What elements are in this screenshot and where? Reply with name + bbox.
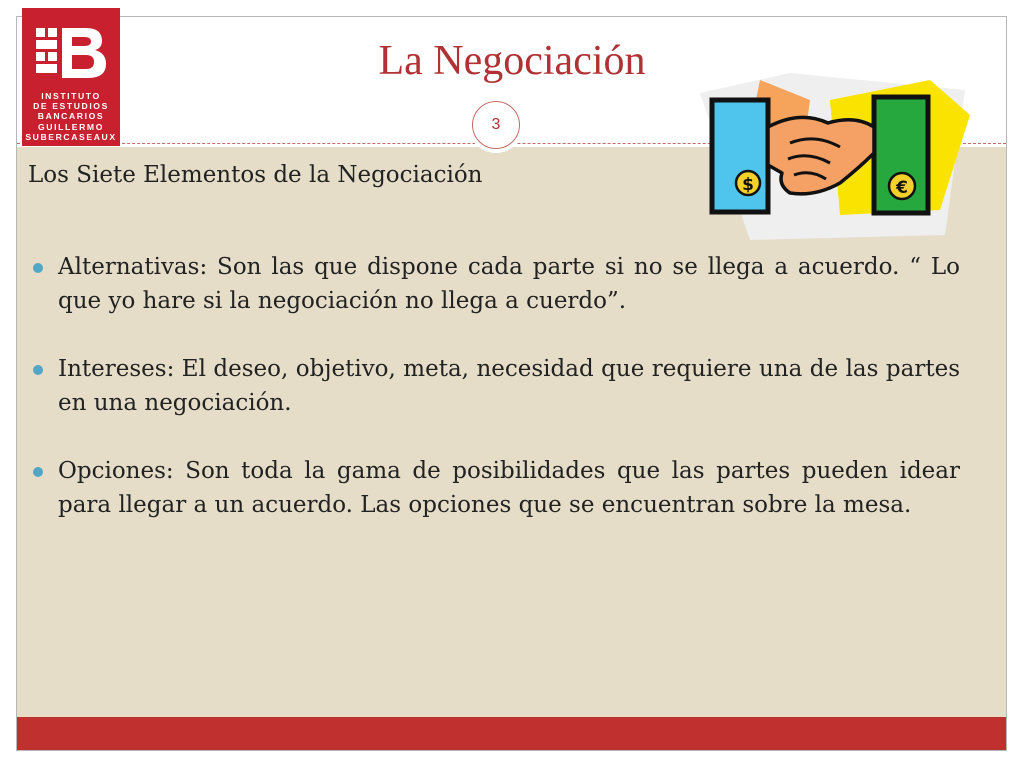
logo-text-line: SUBERCASEAUX — [25, 132, 117, 142]
euro-symbol: € — [896, 178, 908, 198]
slide-title: La Negociación — [378, 38, 646, 84]
list-item — [30, 250, 960, 318]
list-item — [30, 352, 960, 420]
bullet-list — [30, 250, 960, 556]
bullet-text: Alternativas: Son las que dispone cada parte si no se llega a acuerdo. “ Lo que yo hare si la negociación no llega a cuerdo”. — [58, 254, 960, 314]
handshake-money-icon — [690, 55, 980, 255]
logo-text-line: INSTITUTO — [41, 91, 101, 101]
list-item — [30, 454, 960, 522]
page-number-badge: 3 — [472, 101, 520, 149]
bullet-text: Opciones: Son toda la gama de posibilidades que las partes pueden idear para llegar a un acuerdo. Las opciones que se encuentran sobre la mesa. — [58, 458, 960, 518]
bullet-text: Intereses: El deseo, objetivo, meta, necesidad que requiere una de las partes en una negociación. — [58, 356, 960, 416]
bullet-icon — [33, 365, 43, 375]
bullet-icon — [33, 467, 43, 477]
footer-bar — [17, 717, 1006, 751]
logo-text-line: GUILLERMO — [38, 122, 104, 132]
logo-text-line: DE ESTUDIOS — [33, 101, 109, 111]
bullet-icon — [33, 263, 43, 273]
section-subtitle: Los Siete Elementos de la Negociación — [28, 162, 483, 188]
logo-text-line: BANCARIOS — [37, 111, 105, 121]
dollar-symbol: $ — [742, 175, 754, 195]
